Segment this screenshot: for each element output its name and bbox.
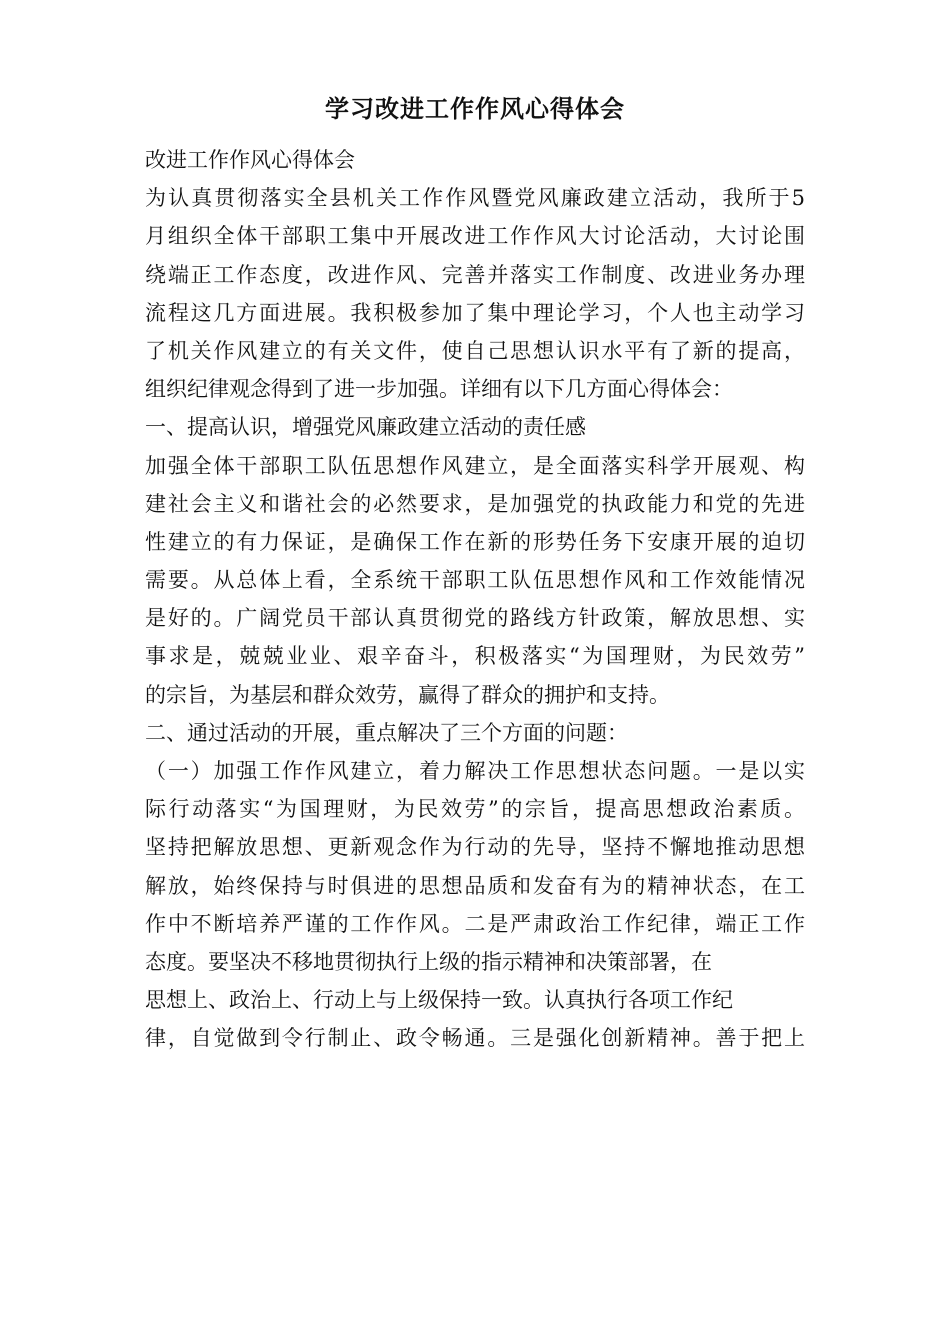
text-line: 态度。要坚决不移地贯彻执行上级的指示精神和决策部署，在 [145,949,712,974]
text-line: 绕端正工作态度，改进作风、完善并落实工作制度、改进业务办理 [145,262,805,287]
text-line: 改进工作作风心得体会 [145,148,355,172]
text-line: 月组织全体干部职工集中开展改进工作作风大讨论活动，大讨论围 [145,224,805,249]
text-line: 坚持把解放思想、更新观念作为行动的先导，坚持不懈地推动思想 [145,835,805,860]
document-body [145,141,805,1058]
text-line: 组织纪律观念得到了进一步加强。详细有以下几方面心得体会： [145,377,733,402]
text-line: （一）加强工作作风建立，着力解决工作思想状态问题。一是以实 [145,759,805,783]
document-title: 学习改进工作作风心得体会 [325,94,625,123]
text-line: 是好的。广阔党员干部认真贯彻党的路线方针政策，解放思想、实 [145,606,805,631]
text-line: 需要。从总体上看，全系统干部职工队伍思想作风和工作效能情况 [145,568,805,593]
text-line: 性建立的有力保证，是确保工作在新的形势任务下安康开展的迫切 [145,529,805,554]
text-line: 思想上、政治上、行动上与上级保持一致。认真执行各项工作纪 [145,988,733,1013]
text-line: 建社会主义和谐社会的必然要求，是加强党的执政能力和党的先进 [145,491,805,516]
text-line: 了机关作风建立的有关文件，使自己思想认识水平有了新的提高， [145,338,805,363]
text-line: 律，自觉做到令行制止、政令畅通。三是强化创新精神。善于把上 [145,1026,805,1051]
text-line: 流程这几方面进展。我积极参加了集中理论学习，个人也主动学习 [145,300,805,325]
text-line: 一、提高认识，增强党风廉政建立活动的责任感 [145,415,586,440]
text-line: 事求是，兢兢业业、艰辛奋斗，积极落实“为国理财，为民效劳” [145,644,805,669]
text-line: 际行动落实“为国理财，为民效劳”的宗旨，提高思想政治素质。 [145,797,805,822]
text-line: 加强全体干部职工队伍思想作风建立，是全面落实科学开展观、构 [145,453,805,478]
text-line: 作中不断培养严谨的工作作风。二是严肃政治工作纪律，端正工作 [145,911,805,936]
text-line: 的宗旨，为基层和群众效劳，赢得了群众的拥护和支持。 [145,682,670,707]
text-line: 为认真贯彻落实全县机关工作作风暨党风廉政建立活动，我所于5 [145,186,805,211]
text-line: 二、通过活动的开展，重点解决了三个方面的问题： [145,720,628,745]
text-line: 解放，始终保持与时俱进的思想品质和发奋有为的精神状态，在工 [145,873,805,898]
